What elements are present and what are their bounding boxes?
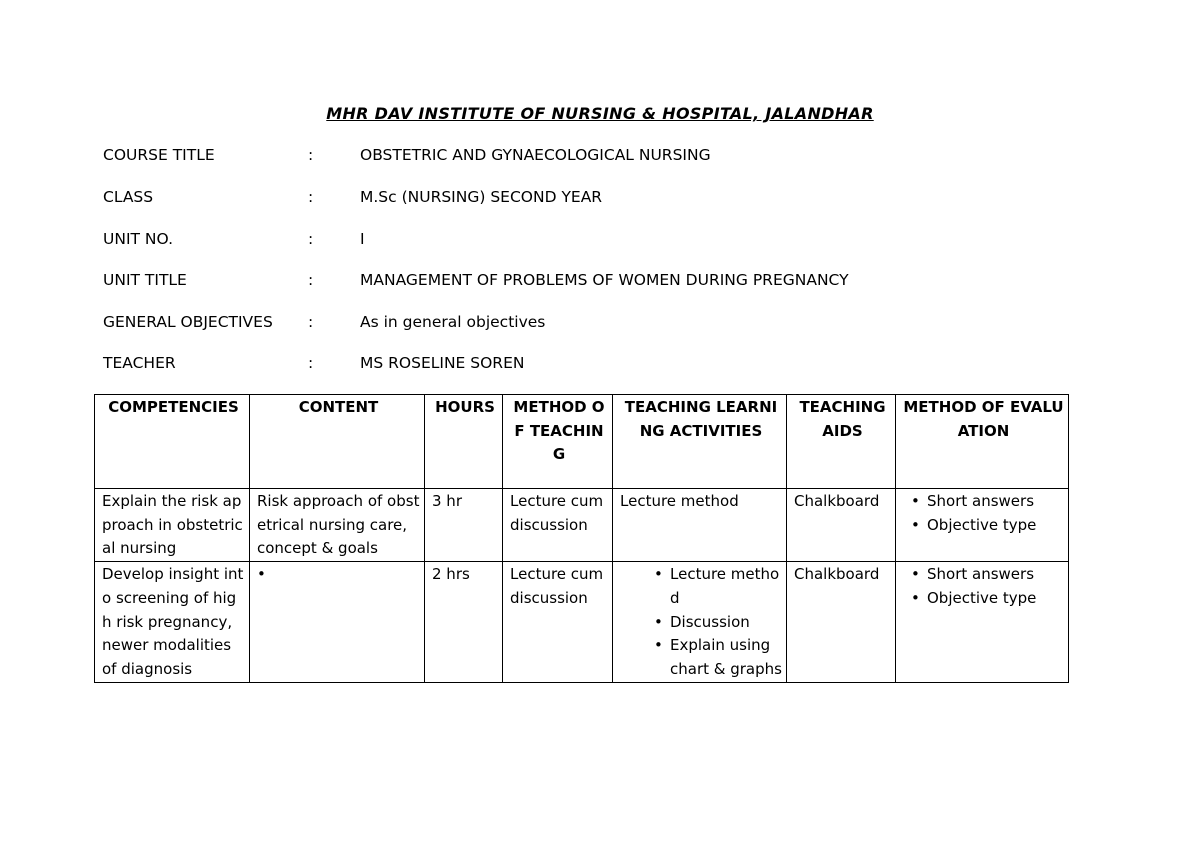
list-item-text: Objective type: [927, 588, 1037, 607]
list-item-text: Discussion: [670, 612, 750, 631]
header-competencies: COMPETENCIES: [95, 395, 250, 489]
meta-label: COURSE TITLE: [103, 146, 215, 164]
meta-colon: :: [308, 313, 314, 331]
bullet: •: [654, 565, 663, 584]
bullet: •: [911, 515, 920, 534]
meta-label: UNIT NO.: [103, 230, 173, 248]
cell-aids: Chalkboard: [787, 489, 896, 562]
header-teaching-aids: TEACHING AIDS: [787, 395, 896, 489]
list-item-text: Lecture method: [670, 565, 780, 607]
meta-colon: :: [308, 230, 314, 248]
table-row: [95, 562, 1069, 683]
meta-label: CLASS: [103, 188, 154, 206]
cell-method: Lecture cum discussion: [503, 562, 613, 683]
bullet: •: [654, 612, 663, 631]
lesson-plan-table: [94, 394, 1069, 683]
list-item-text: Short answers: [927, 565, 1035, 584]
meta-label: GENERAL OBJECTIVES: [103, 313, 273, 331]
list-item: [903, 490, 1064, 514]
bullet: •: [654, 636, 663, 655]
meta-colon: :: [308, 271, 314, 289]
meta-colon: :: [308, 188, 314, 206]
header-content: CONTENT: [250, 395, 425, 489]
header-teaching-learning-activities: TEACHING LEARNING ACTIVITIES: [613, 395, 787, 489]
cell-competency: Develop insight into screening of high risk pregnancy, newer modalities of diagnosis: [95, 562, 250, 683]
table-row: [95, 489, 1069, 562]
cell-activities: Lecture method: [613, 489, 787, 562]
list-item: [646, 563, 782, 610]
list-item: [903, 514, 1064, 538]
list-item-text: Objective type: [927, 515, 1037, 534]
meta-value: MS ROSELINE SOREN: [360, 354, 525, 372]
bullet: •: [911, 492, 920, 510]
cell-activities: [613, 562, 787, 683]
header-method-of-teaching: METHOD OF TEACHING: [503, 395, 613, 489]
list-item: [903, 563, 1064, 587]
cell-content: Risk approach of obstetrical nursing care, concept & goals: [250, 489, 425, 562]
meta-colon: :: [308, 146, 314, 164]
meta-value: OBSTETRIC AND GYNAECOLOGICAL NURSING: [360, 146, 711, 164]
cell-content: •: [250, 562, 425, 683]
meta-label: UNIT TITLE: [103, 271, 187, 289]
list-item-text: Short answers: [927, 492, 1035, 510]
meta-label: TEACHER: [103, 354, 176, 372]
list-item-text: Explain using chart & graphs: [670, 636, 782, 678]
header-hours: HOURS: [425, 395, 503, 489]
cell-method: Lecture cum discussion: [503, 489, 613, 562]
cell-hours: 2 hrs: [425, 562, 503, 683]
list-item: [646, 634, 782, 681]
bullet: •: [911, 588, 920, 607]
cell-competency: Explain the risk approach in obstetrical nursing: [95, 489, 250, 562]
cell-evaluation: [896, 489, 1069, 562]
meta-value: MANAGEMENT OF PROBLEMS OF WOMEN DURING PREGNANCY: [360, 271, 849, 289]
header-method-of-evaluation: METHOD OF EVALUATION: [896, 395, 1069, 489]
meta-value: I: [360, 230, 365, 248]
cell-evaluation: [896, 562, 1069, 683]
list-item: [646, 611, 782, 635]
cell-hours: 3 hr: [425, 489, 503, 562]
table-header-row: [95, 395, 1069, 489]
meta-value: As in general objectives: [360, 313, 546, 331]
institute-title: MHR DAV INSTITUTE OF NURSING & HOSPITAL, JALANDHAR: [326, 104, 874, 123]
meta-colon: :: [308, 354, 314, 372]
cell-aids: Chalkboard: [787, 562, 896, 683]
bullet: •: [911, 565, 920, 584]
meta-value: M.Sc (NURSING) SECOND YEAR: [360, 188, 603, 206]
list-item: [903, 587, 1064, 611]
